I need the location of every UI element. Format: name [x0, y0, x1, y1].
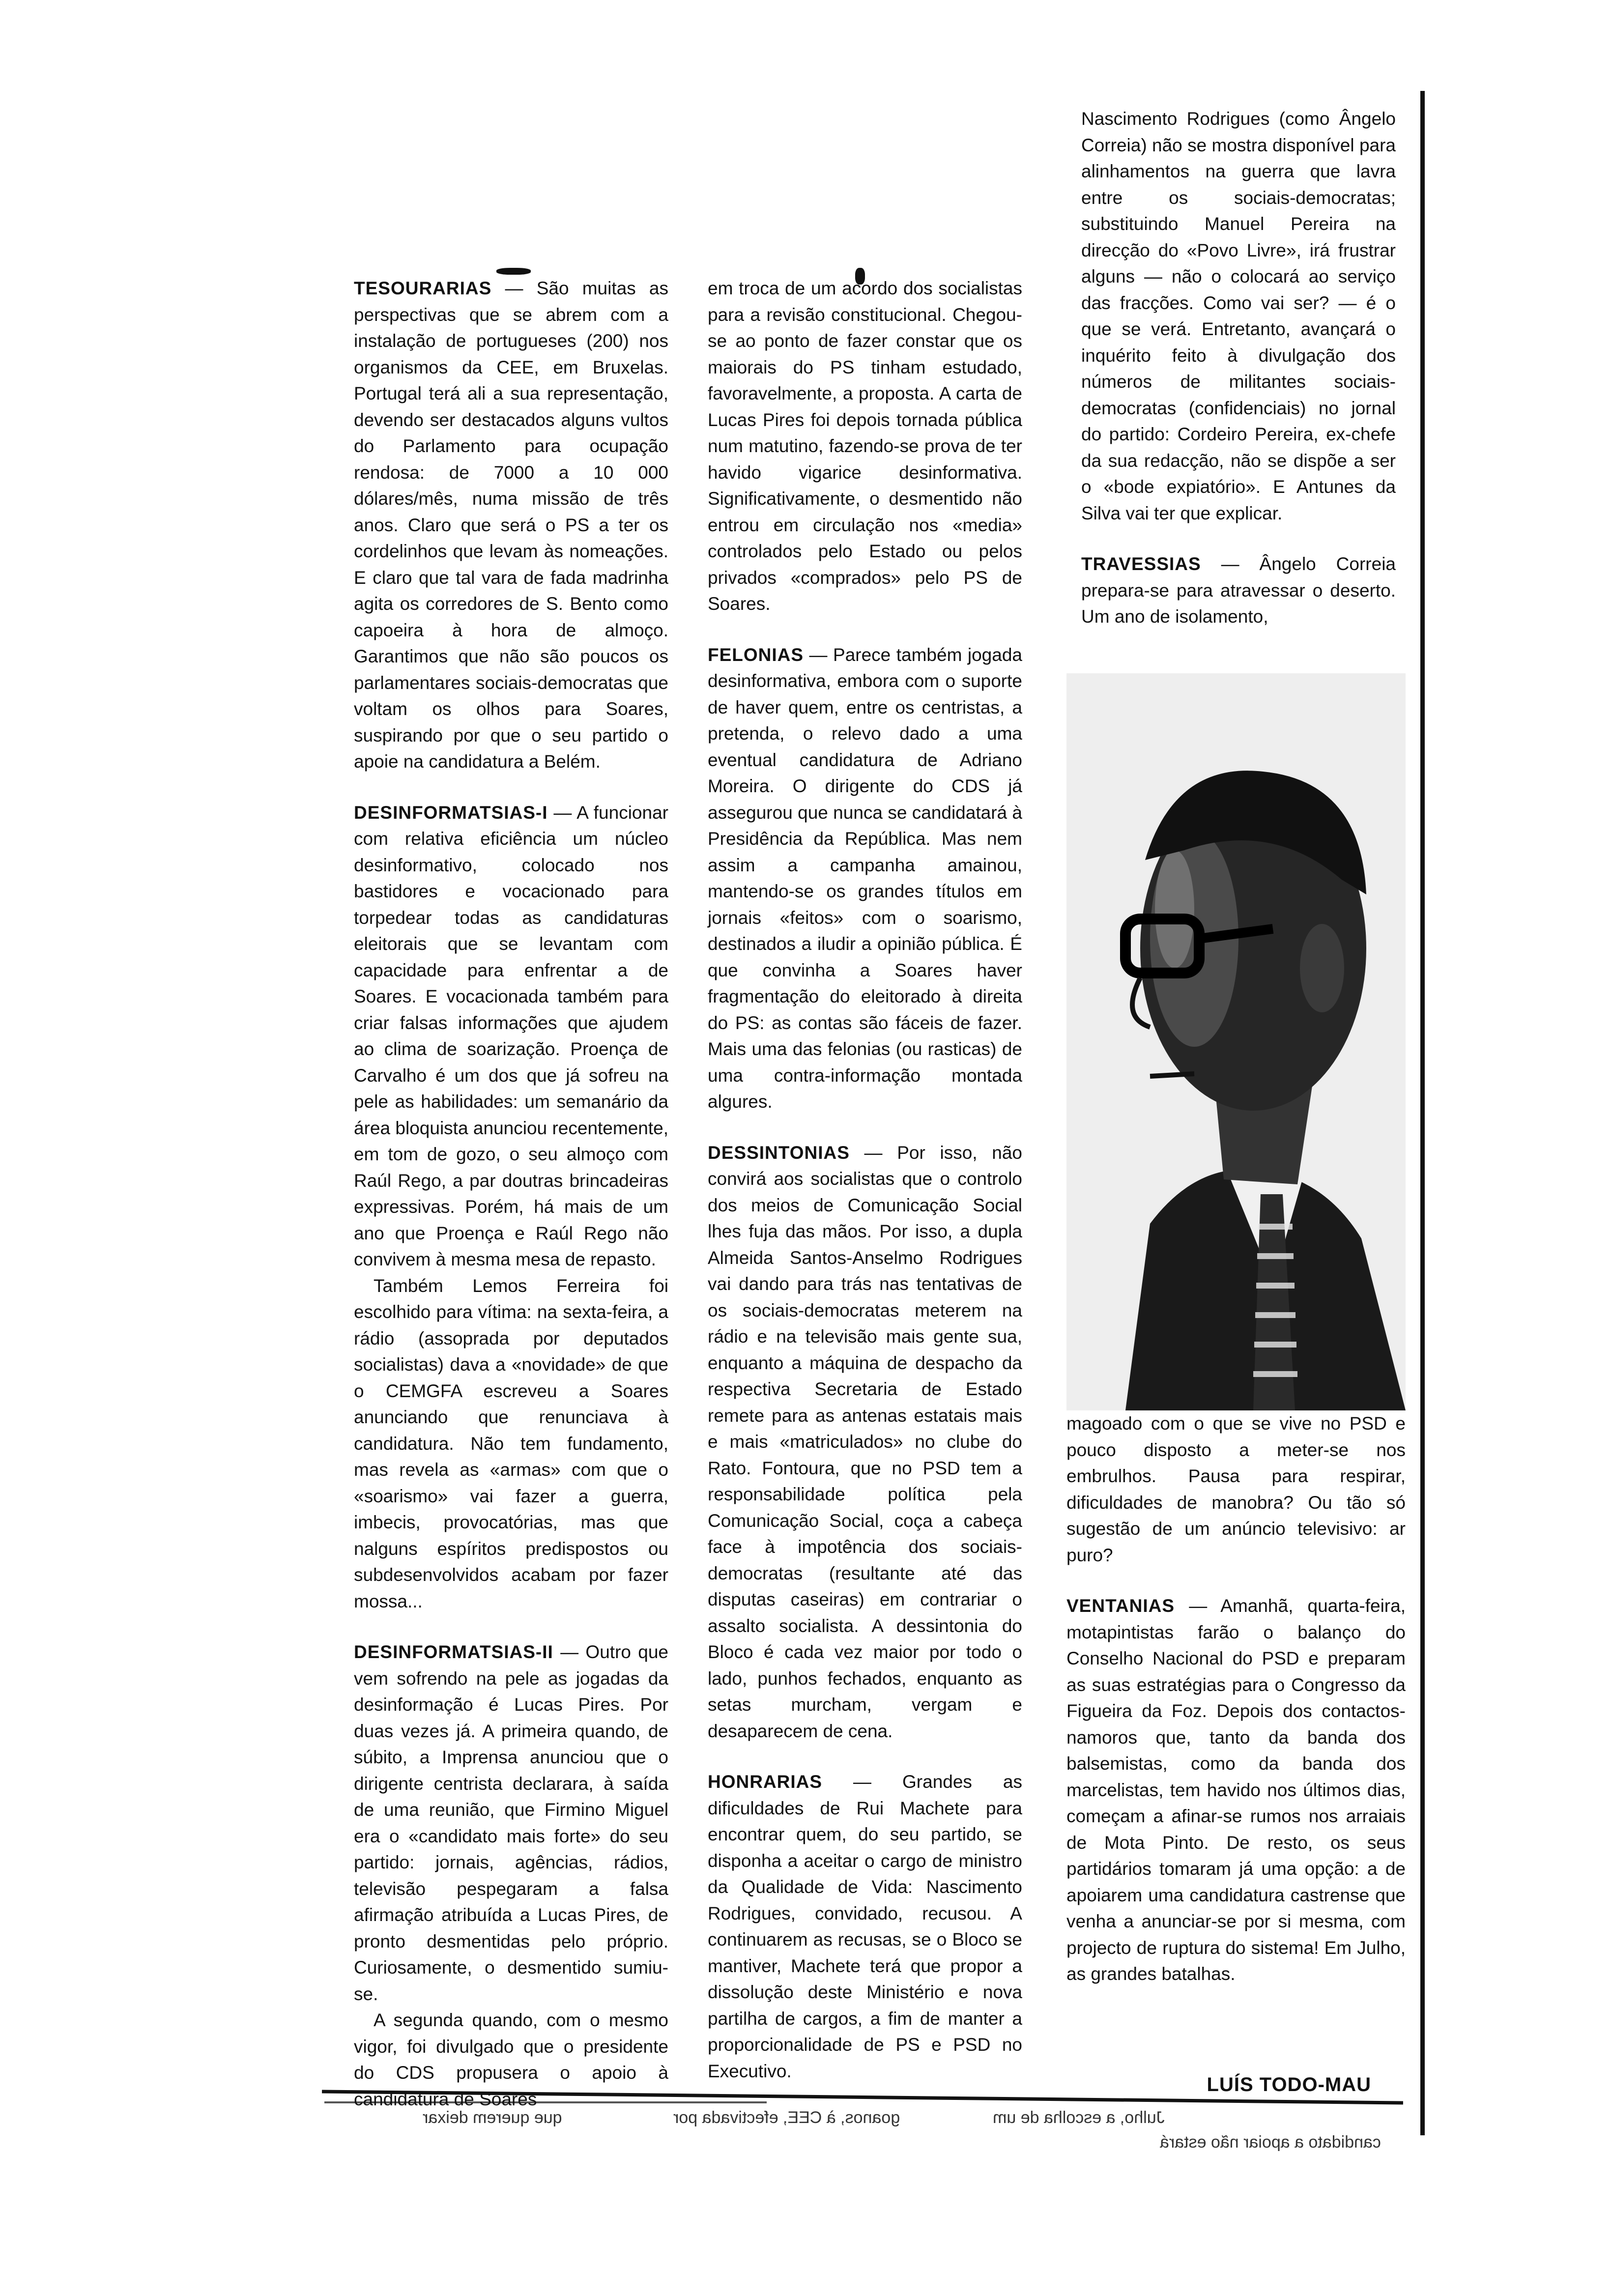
- section-body: — Por isso, não convirá aos socialistas que o controlo dos meios de Comunicação Social lhes fuja das mãos. Por isso, a dupla Almeida Santos-Anselmo Rodrigues vai dando para trás nas tentativas de os sociais-democratas meterem na rádio e na televisão mais gente sua, enquanto a máquina de despacho da respectiva Secretaria de Estado remete para as antenas estatais mais e mais «matriculados» no clube do Rato. Fontoura, que no PSD tem a responsabilidade política pela Comunicação Social, coça a cabeça face à impotência dos sociais-democratas (resultante até das disputas caseiras) em contrariar o assalto socialista. A dessintonia do Bloco é cada vez maior por todo o lado, punhos fechados, enquanto as setas murcham, vergam e desaparecem de cena.: [708, 1142, 1022, 1741]
- felonias-section: [708, 642, 1022, 1115]
- section-body: — Parece também jogada desinformativa, embora com o suporte de haver quem, entre os centristas, a pretenda, o relevo dado a uma eventual candidatura de Adriano Moreira. O dirigente do CDS já assegurou que nunca se candidatará à Presidência da República. Mas nem assim a campanha amainou, mantendo-se os grandes títulos em jornais «feitos» com o soarismo, destinados a iludir a opinião pública. É que convinha a Soares haver fragmentação do eleitorado à direita do PS: as contas são fáceis de fazer. Mais uma das felonias (ou rasticas) de uma contra-informação montada algures.: [708, 644, 1022, 1112]
- section-heading: FELONIAS: [708, 644, 804, 665]
- section-body: — Amanhã, quarta-feira, motapintistas farão o balanço do Conselho Nacional do PSD e preparam as suas estratégias para o Congresso da Figueira da Foz. Depois dos contactos-namoros que, tanto da banda dos balsemistas, como da banda dos marcelistas, tem havido nos últimos dias, começam a afinar-se rumos nos arraiais de Mota Pinto. De resto, os seus partidários tomaram já uma opção: a de apoiarem uma candidatura castrense que venha a anunciar-se por si mesma, com projecto de ruptura do sistema! Em Julho, as grandes batalhas.: [1066, 1596, 1406, 1984]
- section-heading: VENTANIAS: [1066, 1596, 1175, 1616]
- desinformatsias-1-section: [354, 800, 668, 1273]
- paragraph: magoado com o que se vive no PSD e pouco disposto a meter-se nos embrulhos. Pausa para respirar, dificuldades de manobra? Ou tão só sugestão de um anúncio televisivo: ar puro?: [1066, 1413, 1406, 1565]
- bleed-through-text: candidato a apoiar não estará: [1160, 2133, 1381, 2152]
- section-body: — Grandes as dificuldades de Rui Machete para encontrar quem, do seu partido, se disponha a aceitar o cargo de ministro da Qualidade de Vida: Nascimento Rodrigues, convidado, recusou. A continuarem as recusas, se o Bloco se mantiver, Machete terá que propor a dissolução deste Ministério e nova partilha de cargos, a fim de manter a proporcionalidade de PS e PSD no Executivo.: [708, 1772, 1022, 2081]
- column-edge-rule: [1420, 91, 1425, 2135]
- paragraph: Nascimento Rodrigues (como Ângelo Correia) não se mostra disponível para alinhamentos na guerra que lavra entre os sociais-democratas; substituindo Manuel Pereira na direcção do «Povo Livre», irá frustrar alguns — não o colocará ao serviço das fracções. Como vai ser? — é o que se verá. Entretanto, avançará o inquérito feito à divulgação dos números de militantes sociais-democratas (confidenciais) no jornal do partido: Cordeiro Pereira, ex-chefe da sua redacção, não se dispõe a ser o «bode expiatório». E Antunes da Silva vai ter que explicar.: [1081, 109, 1396, 523]
- ink-smudge: [496, 268, 531, 275]
- section-heading: DESSINTONIAS: [708, 1142, 850, 1163]
- paragraph: em troca de um acordo dos socialistas para a revisão constitucional. Chegou-se ao ponto de fazer constar que os maiorais do PS tinham estudado, favoravelmente, a proposta. A carta de Lucas Pires foi depois tornada pública num matutino, fazendo-se prova de ter havido vigarice desinformativa. Significativamente, o desmentido não entrou em circulação nos «media» controlados pelo Estado ou pelos privados «comprados» pelo PS de Soares.: [708, 278, 1022, 614]
- column-1: [354, 275, 668, 2112]
- column-3-top: [1081, 106, 1396, 630]
- desinformatsias-2-section: [354, 1639, 668, 2007]
- section-heading: DESINFORMATSIAS-I: [354, 802, 548, 823]
- tesourarias-section: [354, 275, 668, 775]
- section-heading: TESOURARIAS: [354, 278, 492, 298]
- bleed-through-text: Julho, a escolha de um: [993, 2108, 1165, 2127]
- bleed-through-text: que querem deixar: [423, 2108, 562, 2127]
- section-body: — São muitas as perspectivas que se abrem com a instalação de portugueses (200) nos organismos da CEE, em Bruxelas. Portugal terá ali a sua representação, devendo ser destacados alguns vultos do Parlamento para ocupação rendosa: de 7000 a 10 000 dólares/mês, numa missão de três anos. Claro que será o PS a ter os cordelinhos que levam às nomeações. E claro que tal vara de fada madrinha agita os corredores de S. Bento como capoeira à hora de almoço. Garantimos que não são poucos os parlamentares sociais-democratas que voltam os olhos para Soares, suspirando por que o seu partido o apoie na candidatura a Belém.: [354, 278, 668, 772]
- paragraph: Também Lemos Ferreira foi escolhido para vítima: na sexta-feira, a rádio (assoprada por deputados socialistas) dava a «novidade» de que o CEMGFA escreveu a Soares anunciando que renunciava à candidatura. Não tem fundamento, mas revela as «armas» com que o «soarismo» vai fazer a guerra, imbecis, provocatórias, mas que nalguns espíritos predispostos ou subdesenvolvidos acabam por fazer mossa...: [354, 1275, 668, 1611]
- travessias-section: [1081, 551, 1396, 630]
- column-3-bottom: [1066, 1410, 1406, 1987]
- paragraph: A segunda quando, com o mesmo vigor, foi divulgado que o presidente do CDS propusera o apoio à candidatura de Soares: [354, 2010, 668, 2109]
- portrait-photo: [1066, 673, 1406, 1410]
- author-signature: LUÍS TODO-MAU: [1207, 2074, 1371, 2095]
- column-2: [708, 275, 1022, 2084]
- ventanias-section: [1066, 1593, 1406, 1987]
- section-heading: TRAVESSIAS: [1081, 554, 1201, 574]
- section-body: — Outro que vem sofrendo na pele as jogadas da desinformação é Lucas Pires. Por duas vezes já. A primeira quando, de súbito, a Imprensa anunciou que o dirigente centrista declarara, à saída de uma reunião, que Firmino Miguel era o «candidato mais forte» do seu partido: jornais, agências, rádios, televisão pespegaram a falsa afirmação atribuída a Lucas Pires, de pronto desmentidas pelo próprio. Curiosamente, o desmentido sumiu-se.: [354, 1642, 668, 2004]
- bleed-through-text: goanos, à CEE, efectivada por: [673, 2108, 900, 2127]
- section-body: — Ângelo Correia prepara-se para atravessar o deserto. Um ano de isolamento,: [1081, 554, 1396, 627]
- section-heading: DESINFORMATSIAS-II: [354, 1642, 553, 1662]
- section-body: — A funcionar com relativa eficiência um núcleo desinformativo, colocado nos bastidores e vocacionado para torpedear todas as candidaturas eleitorais que se levantam com capacidade para enfrentar a de Soares. E vocacionada também para criar falsas informações que ajudem ao clima de soarização. Proença de Carvalho é um dos que já sofreu na pele as habilidades: um semanário da área bloquista anunciou recentemente, em tom de gozo, o seu almoço com Raúl Rego, a par doutras brincadeiras expressivas. Porém, há mais de um ano que Proença e Raúl Rego não convivem à mesma mesa de repasto.: [354, 802, 668, 1269]
- section-heading: HONRARIAS: [708, 1772, 823, 1792]
- dessintonias-section: [708, 1140, 1022, 1745]
- honrarias-section: [708, 1769, 1022, 2084]
